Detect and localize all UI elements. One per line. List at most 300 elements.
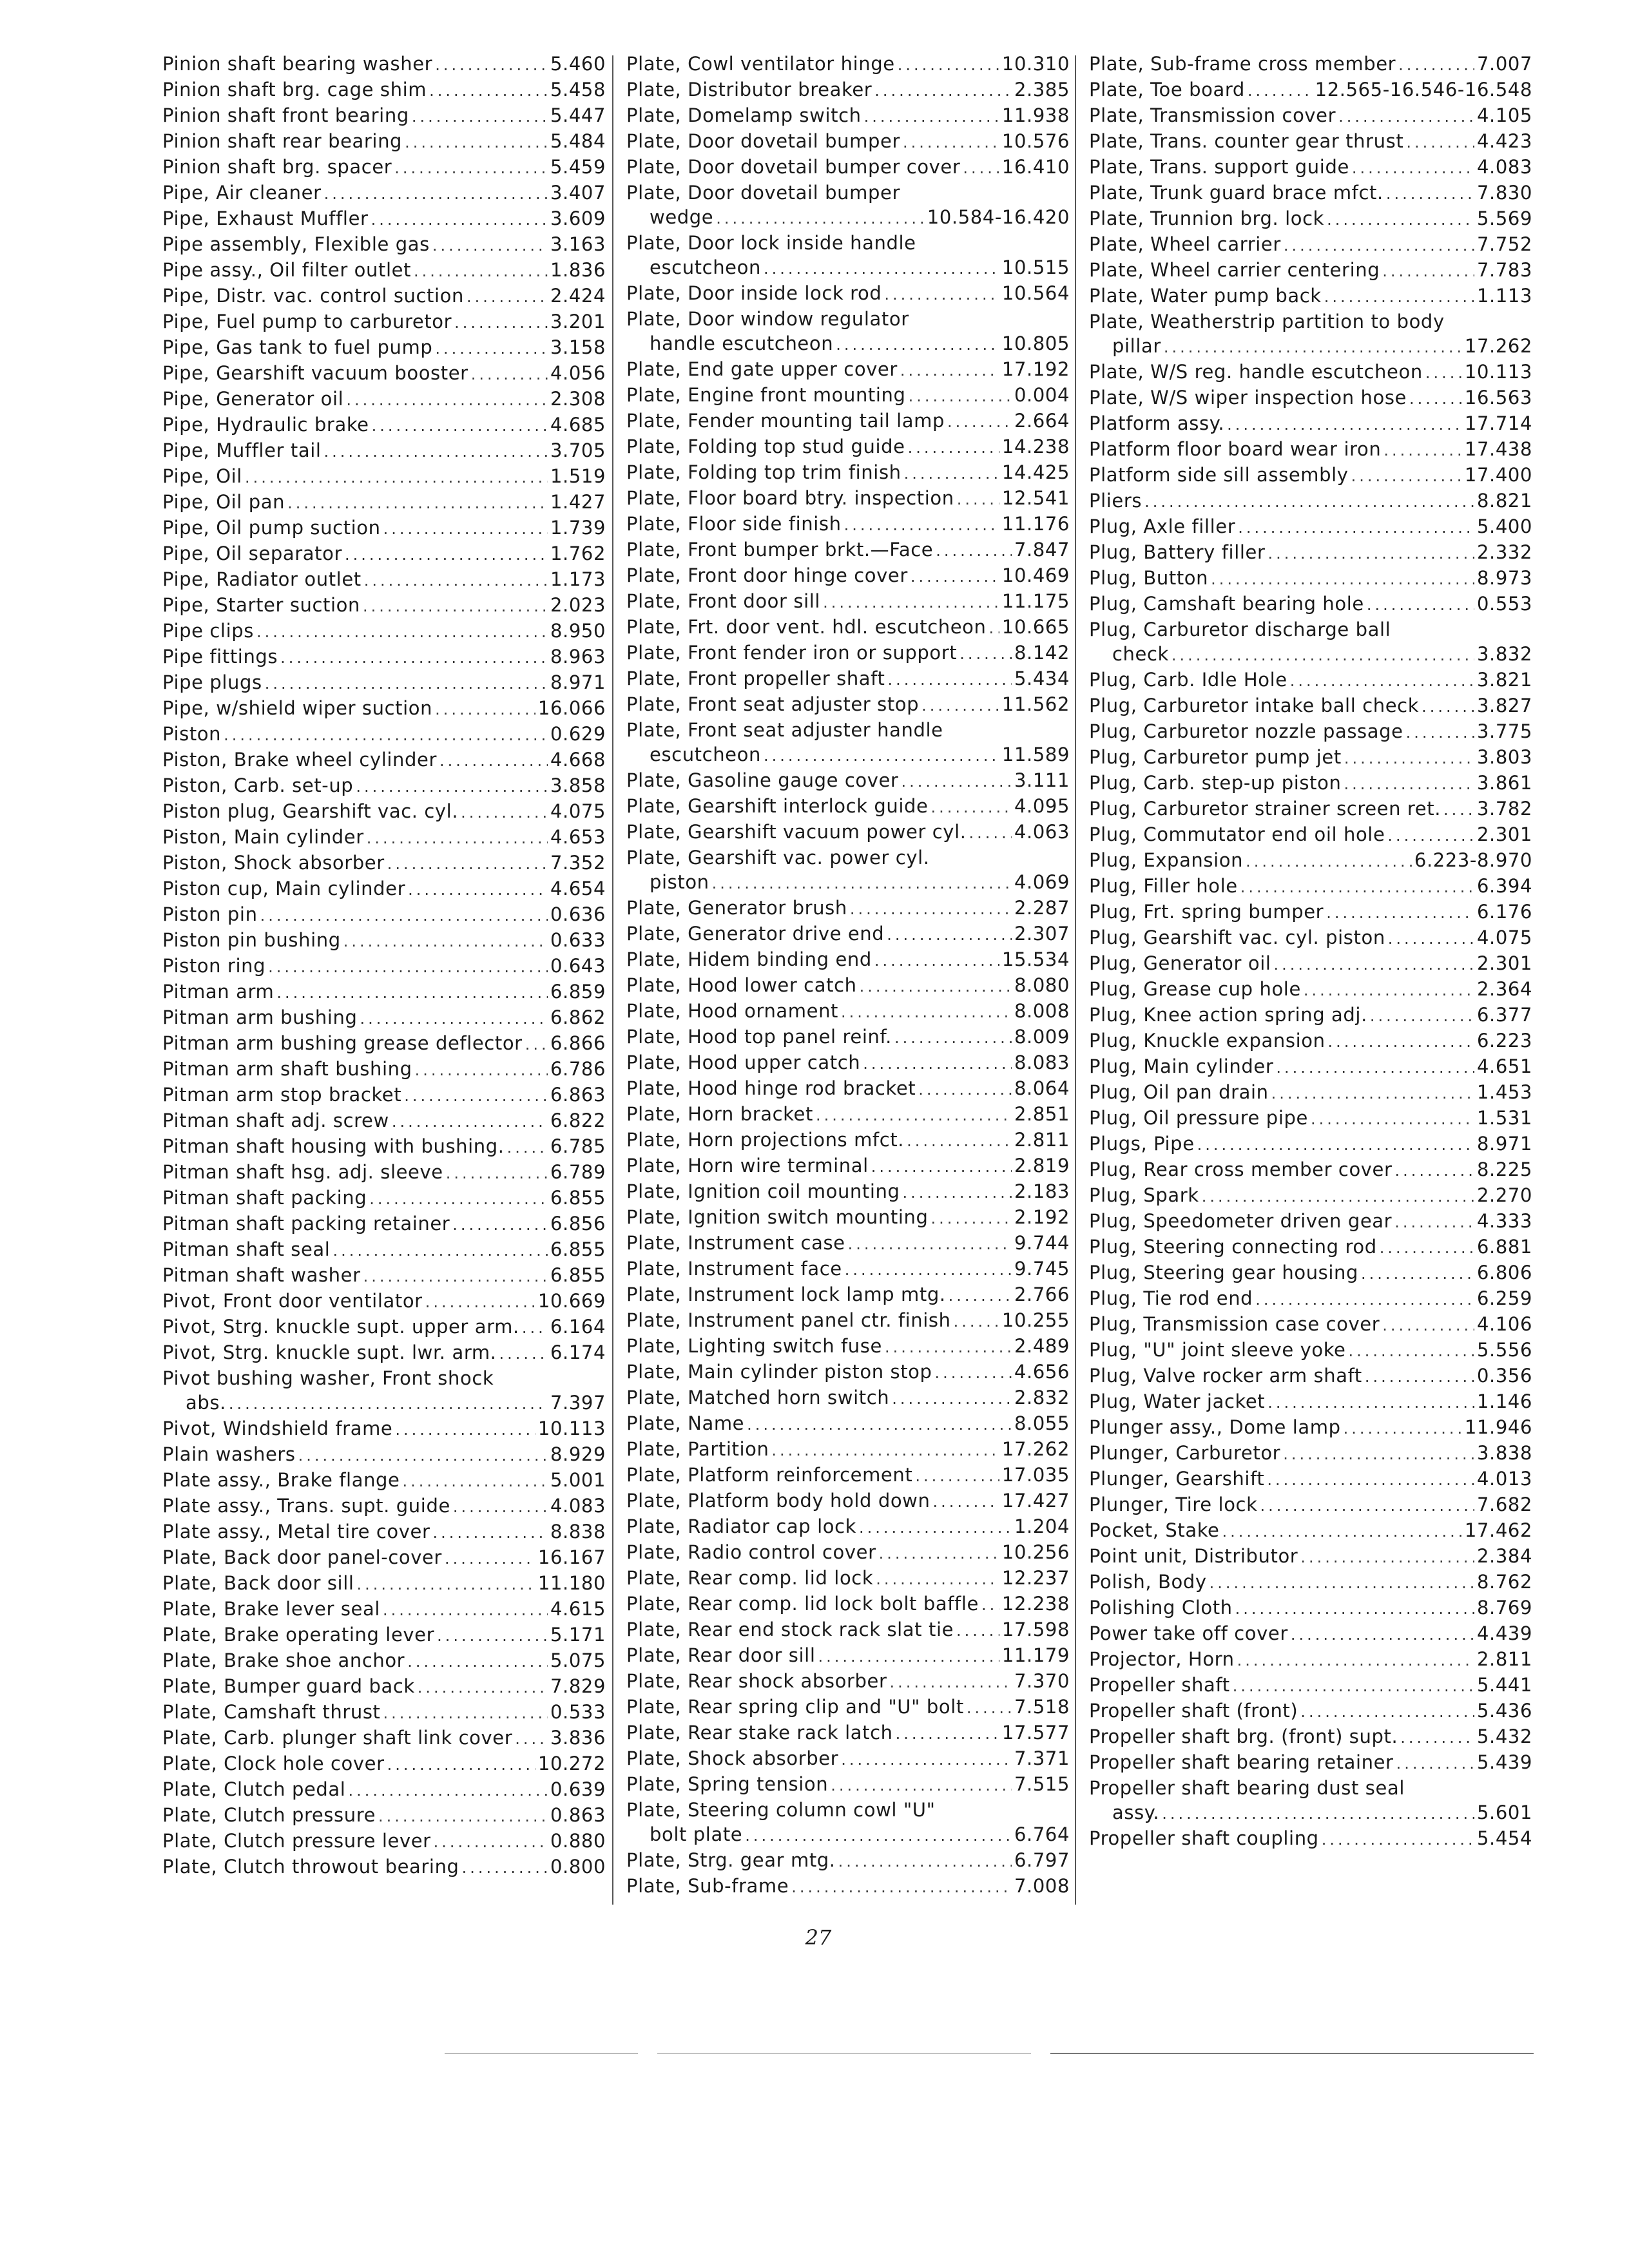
entry-number: 4.439 (1476, 1622, 1532, 1644)
dot-leader (415, 1058, 548, 1082)
entry-name: Piston plug, Gearshift vac. cyl. (162, 800, 459, 822)
entry-number: 8.064 (1014, 1077, 1070, 1099)
index-entry (162, 979, 606, 1005)
entry-number: 8.929 (550, 1443, 606, 1465)
entry-number: 6.789 (550, 1161, 606, 1183)
entry-name: Plate, Instrument panel ctr. finish (626, 1309, 951, 1331)
entry-number: 6.806 (1476, 1262, 1532, 1283)
index-entry (162, 954, 606, 979)
index-entry (1089, 1003, 1532, 1028)
index-entry (626, 255, 1070, 281)
dot-leader (1398, 53, 1474, 77)
entry-number: 6.377 (1476, 1004, 1532, 1026)
index-entry (626, 52, 1070, 77)
entry-number: 4.095 (1014, 795, 1070, 817)
index-entry (626, 1128, 1070, 1153)
dot-leader (1344, 772, 1474, 796)
entry-number: 12.541 (1001, 487, 1070, 509)
index-entry (626, 307, 1070, 331)
entry-name: Plate, Door inside lock rod (626, 282, 882, 304)
dot-leader (1388, 927, 1474, 951)
index-entry (626, 1617, 1070, 1643)
dot-leader (1400, 1725, 1474, 1750)
dot-leader (764, 744, 999, 768)
dot-leader (1324, 285, 1474, 309)
index-entry (162, 1494, 606, 1519)
index-entry (626, 947, 1070, 973)
dot-leader (1144, 490, 1474, 514)
index-entry (162, 309, 606, 335)
dot-leader (324, 439, 548, 464)
entry-number: 6.855 (550, 1264, 606, 1286)
entry-name: Piston cup, Main cylinder (162, 878, 406, 899)
entry-name: Plate, Radio control cover (626, 1541, 876, 1563)
dot-leader (1290, 669, 1474, 693)
entry-number: 2.183 (1014, 1180, 1070, 1202)
entry-name: Plug, Expansion (1089, 849, 1244, 871)
index-entry (162, 284, 606, 309)
index-entry (162, 1674, 606, 1700)
entry-number: 6.785 (550, 1135, 606, 1157)
entry-name: Propeller shaft (1089, 1674, 1230, 1696)
index-entry (162, 1237, 606, 1263)
index-entry (162, 1468, 606, 1494)
dot-leader (1406, 720, 1474, 745)
entry-number: 4.615 (550, 1598, 606, 1620)
dot-leader (387, 852, 548, 876)
index-entry (1089, 977, 1532, 1003)
entry-name: piston (650, 871, 709, 893)
entry-name: Plate, Door dovetail bumper (626, 182, 900, 204)
entry-number: 6.856 (550, 1213, 606, 1235)
index-entry (626, 1746, 1070, 1772)
entry-number: 10.576 (1001, 130, 1070, 152)
dot-leader (1260, 1494, 1474, 1518)
entry-name: Plate, Folding top trim finish (626, 461, 901, 483)
index-entry (1089, 591, 1532, 617)
dot-leader (981, 1593, 999, 1617)
entry-number: 10.584-16.420 (927, 206, 1070, 228)
index-entry (162, 1545, 606, 1571)
entry-number: 4.654 (550, 878, 606, 899)
dot-leader (1386, 182, 1474, 206)
entry-number: 2.270 (1476, 1184, 1532, 1206)
dot-leader (394, 156, 548, 180)
entry-number: 4.075 (550, 800, 606, 822)
index-entry (162, 773, 606, 799)
entry-name: Plate, Gearshift vacuum power cyl. (626, 821, 967, 843)
index-entry (626, 103, 1070, 129)
index-entry (162, 1160, 606, 1186)
dot-leader (954, 1309, 999, 1334)
index-entry (162, 1751, 606, 1777)
entry-name: Plug, Carburetor strainer screen ret. (1089, 798, 1441, 820)
entry-number: 17.714 (1464, 412, 1532, 434)
dot-leader (357, 1572, 535, 1597)
entry-number: 3.111 (1014, 769, 1070, 791)
entry-name: Propeller shaft bearing retainer (1089, 1751, 1394, 1773)
index-entry (1089, 1363, 1532, 1389)
entry-number: 16.563 (1464, 387, 1532, 408)
entry-number: 0.880 (550, 1830, 606, 1852)
entry-name: Pivot, Strg. knuckle supt. lwr. arm. (162, 1341, 497, 1363)
entry-number: 16.410 (1001, 156, 1070, 178)
index-entry (626, 870, 1070, 896)
dot-leader (333, 1238, 548, 1263)
index-entry (162, 1597, 606, 1622)
dot-leader (1246, 849, 1412, 874)
dot-leader (437, 1624, 548, 1648)
index-entry (1089, 514, 1532, 540)
entry-name: Power take off cover (1089, 1622, 1288, 1644)
entry-number: 16.167 (537, 1546, 606, 1568)
entry-number: 0.533 (550, 1701, 606, 1723)
entry-number: 11.562 (1001, 693, 1070, 715)
index-entry (1089, 566, 1532, 591)
entry-number: 6.866 (550, 1032, 606, 1054)
index-entry (162, 155, 606, 180)
entry-name: Plate, Gearshift interlock guide (626, 795, 929, 817)
dot-leader (1197, 1133, 1474, 1157)
entry-name: Plunger, Gearshift (1089, 1468, 1265, 1490)
entry-name: Pipe plugs (162, 671, 262, 693)
entry-name: Plate, Front door hinge cover (626, 564, 908, 586)
entry-name: Plate, Engine front mounting (626, 384, 906, 406)
entry-number: 5.171 (550, 1624, 606, 1646)
dot-leader (771, 1438, 999, 1463)
dot-leader (343, 929, 548, 954)
entry-number: 17.438 (1464, 438, 1532, 460)
entry-number: 1.531 (1476, 1107, 1532, 1129)
entry-name: Plug, Tie rod end (1089, 1287, 1253, 1309)
entry-name: Plug, Main cylinder (1089, 1055, 1274, 1077)
entry-number: 17.262 (1464, 335, 1532, 357)
entry-name: Plate, Lighting switch fuse (626, 1335, 882, 1357)
entry-name: Plate assy., Metal tire cover (162, 1521, 430, 1542)
index-entry (162, 1700, 606, 1725)
entry-name: Plate, Matched horn switch (626, 1387, 890, 1408)
entry-number: 0.553 (1476, 593, 1532, 615)
entry-name: Plate, Rear spring clip and "U" bolt (626, 1696, 964, 1718)
entry-name: Plate, Sub-frame cross member (1089, 53, 1396, 75)
entry-number: 4.423 (1476, 130, 1532, 152)
index-entry (626, 408, 1070, 434)
dot-leader (435, 336, 548, 361)
index-entry (162, 1082, 606, 1108)
entry-name: Pitman arm (162, 981, 275, 1003)
dot-leader (435, 697, 535, 722)
entry-number: 11.180 (537, 1572, 606, 1594)
entry-name: Pipe, Oil (162, 465, 242, 487)
entry-number: 0.643 (550, 955, 606, 977)
dot-leader (931, 1206, 1012, 1231)
dot-leader (280, 646, 548, 670)
entry-name: Plugs, Pipe (1089, 1133, 1195, 1155)
bottom-rule-segment (1050, 2053, 1534, 2054)
entry-number: 11.175 (1001, 590, 1070, 612)
index-entry (162, 541, 606, 567)
entry-number: 9.744 (1014, 1232, 1070, 1254)
entry-name: Plate, Front door sill (626, 590, 821, 612)
dot-leader (1380, 1236, 1474, 1260)
dot-leader (1396, 1751, 1474, 1776)
index-entry (162, 567, 606, 593)
entry-name: Plug, Oil pressure pipe (1089, 1107, 1308, 1129)
entry-name: Plate, Horn wire terminal (626, 1155, 869, 1177)
dot-leader (838, 1849, 1012, 1874)
entry-name: Plate, Trans. counter gear thrust (1089, 130, 1404, 152)
entry-name: Plug, Knuckle expansion (1089, 1030, 1325, 1052)
entry-number: 7.371 (1014, 1747, 1070, 1769)
entry-number: 10.469 (1001, 564, 1070, 586)
entry-name: Plate, Horn projections mfct. (626, 1129, 905, 1151)
index-entry (1089, 1673, 1532, 1698)
entry-number: 6.855 (550, 1187, 606, 1209)
index-entry (162, 1519, 606, 1545)
index-entry (162, 490, 606, 515)
index-entry (626, 896, 1070, 921)
index-entry (162, 258, 606, 284)
bottom-rule-segment (657, 2053, 1031, 2054)
entry-number: 8.973 (1476, 567, 1532, 589)
entry-name: Plate, Fender mounting tail lamp (626, 410, 945, 432)
index-entry (626, 921, 1070, 947)
dot-leader (245, 465, 548, 490)
entry-number: 2.664 (1014, 410, 1070, 432)
entry-number: 2.424 (550, 285, 606, 307)
entry-name: Plate, Brake operating lever (162, 1624, 435, 1646)
entry-name: Pivot bushing washer, Front shock (162, 1367, 494, 1389)
entry-number: 9.745 (1014, 1258, 1070, 1280)
dot-leader (911, 564, 999, 589)
dot-leader (1276, 1055, 1474, 1080)
index-entry (1089, 1260, 1532, 1286)
index-entry (162, 1777, 606, 1803)
entry-name: Pivot, Windshield frame (162, 1418, 393, 1439)
entry-number: 3.775 (1476, 720, 1532, 742)
dot-leader (360, 1006, 547, 1031)
entry-name: Plate, Hood upper catch (626, 1052, 861, 1073)
index-entry (1089, 437, 1532, 463)
index-entry (162, 1134, 606, 1160)
index-entry (1089, 719, 1532, 745)
dot-leader (453, 1495, 548, 1519)
entry-name: Plug, Steering connecting rod (1089, 1236, 1377, 1258)
index-entry (162, 1211, 606, 1237)
entry-name: Plate, Spring tension (626, 1773, 829, 1795)
dot-leader (429, 79, 548, 103)
index-entry (162, 206, 606, 232)
dot-leader (1387, 823, 1474, 848)
entry-name: Plate, Floor side finish (626, 513, 842, 535)
index-entry (1089, 1621, 1532, 1647)
entry-number: 3.827 (1476, 695, 1532, 716)
dot-leader (884, 282, 999, 307)
dot-leader (371, 207, 548, 232)
dot-leader (367, 826, 548, 850)
index-entry (162, 1390, 606, 1416)
entry-number: 1.519 (550, 465, 606, 487)
dot-leader (372, 414, 548, 438)
dot-leader (1422, 695, 1474, 719)
dot-leader (408, 878, 548, 902)
index-entry (626, 999, 1070, 1024)
index-entry (626, 640, 1070, 666)
entry-name: Pipe, Oil pump suction (162, 517, 381, 539)
entry-name: Plate, Horn bracket (626, 1103, 813, 1125)
entry-name: Polish, Body (1089, 1571, 1207, 1593)
index-entry (1089, 1595, 1532, 1621)
index-entry (162, 593, 606, 619)
dot-leader (1235, 1597, 1474, 1621)
dot-leader (764, 256, 999, 281)
dot-leader (1370, 1004, 1474, 1028)
entry-number: 2.301 (1476, 952, 1532, 974)
index-entry (1089, 1131, 1532, 1157)
entry-name: Pinion shaft rear bearing (162, 130, 403, 152)
entry-name: Plate, Door dovetail bumper cover (626, 156, 961, 178)
entry-number: 6.223 (1476, 1030, 1532, 1052)
index-entry (1089, 796, 1532, 822)
index-entry (162, 747, 606, 773)
entry-number: 6.394 (1476, 875, 1532, 897)
entry-number: 11.179 (1001, 1644, 1070, 1666)
entry-number: 5.436 (1476, 1700, 1532, 1722)
dot-leader (346, 388, 548, 412)
dot-leader (229, 1392, 548, 1416)
entry-name: Pitman shaft housing with bushing. (162, 1135, 505, 1157)
entry-name: Pitman arm bushing grease deflector (162, 1032, 523, 1054)
dot-leader (1382, 1313, 1474, 1338)
entry-name: Plate, Shock absorber (626, 1747, 839, 1769)
index-column-1 (162, 52, 606, 1880)
index-entry (1089, 1826, 1532, 1852)
entry-name: Plug, Carburetor intake ball check (1089, 695, 1420, 716)
entry-name: Pipe, Air cleaner (162, 182, 322, 204)
index-entry (626, 820, 1070, 845)
entry-name: Plate, Radiator cap lock (626, 1515, 857, 1537)
entry-number: 4.656 (1014, 1361, 1070, 1383)
index-entry (626, 1102, 1070, 1128)
entry-name: Pipe, Generator oil (162, 388, 344, 410)
index-entry (162, 180, 606, 206)
index-entry (162, 335, 606, 361)
index-entry (1089, 1080, 1532, 1106)
dot-leader (425, 1290, 535, 1314)
index-entry (626, 718, 1070, 742)
index-entry (626, 1720, 1070, 1746)
index-entry (626, 1256, 1070, 1282)
entry-number: 2.301 (1476, 823, 1532, 845)
entry-number: 10.113 (537, 1418, 606, 1439)
entry-name: Plate, Camshaft thrust (162, 1701, 381, 1723)
index-entry (162, 1366, 606, 1390)
dot-leader (879, 1541, 999, 1566)
entry-name: Plate, Distributor breaker (626, 79, 872, 101)
entry-number: 8.009 (1014, 1026, 1070, 1048)
entry-number: 0.356 (1476, 1365, 1532, 1387)
entry-name: Plate, Strg. gear mtg. (626, 1849, 836, 1871)
dot-leader (467, 285, 548, 309)
dot-leader (412, 104, 548, 129)
entry-number: 4.105 (1476, 104, 1532, 126)
entry-name: Plate, Hood top panel reinf. (626, 1026, 892, 1048)
entry-name: Pitman shaft washer (162, 1264, 361, 1286)
entry-name: Pinion shaft bearing washer (162, 53, 433, 75)
entry-name: Plate, Wheel carrier (1089, 233, 1281, 255)
index-entry (1089, 1492, 1532, 1518)
index-entry (626, 205, 1070, 231)
entry-number: 3.858 (550, 774, 606, 796)
index-entry (162, 1263, 606, 1289)
dot-leader (363, 1264, 548, 1289)
index-entry (626, 1024, 1070, 1050)
entry-name: Plate, Door lock inside handle (626, 232, 916, 254)
index-entry (626, 155, 1070, 180)
dot-leader (1274, 952, 1474, 977)
entry-number: 3.609 (550, 207, 606, 229)
entry-number: 4.685 (550, 414, 606, 436)
dot-leader (1300, 1545, 1474, 1570)
dot-leader (1227, 412, 1462, 437)
entry-number: 11.589 (1001, 744, 1070, 765)
entry-number: 6.259 (1476, 1287, 1532, 1309)
entry-name: Plunger, Carburetor (1089, 1442, 1281, 1464)
index-entry (162, 1416, 606, 1442)
entry-number: 10.665 (1001, 616, 1070, 638)
index-entry (626, 1437, 1070, 1463)
dot-leader (462, 1856, 548, 1880)
dot-leader (1164, 335, 1462, 360)
entry-number: 0.004 (1014, 384, 1070, 406)
index-entry (626, 794, 1070, 820)
dot-leader (471, 362, 548, 387)
entry-name: Piston pin (162, 903, 258, 925)
dot-leader (1383, 438, 1462, 463)
entry-name: Plug, Water jacket (1089, 1390, 1266, 1412)
index-entry (626, 1411, 1070, 1437)
entry-name: Pipe, Oil separator (162, 543, 343, 564)
dot-leader (1268, 541, 1474, 566)
dot-leader (395, 1418, 535, 1442)
index-entry (162, 77, 606, 103)
dot-leader (1222, 1519, 1462, 1544)
index-entry (1089, 848, 1532, 874)
dot-leader (909, 384, 1012, 408)
dot-leader (363, 594, 548, 619)
entry-number: 2.384 (1476, 1545, 1532, 1567)
dot-leader (823, 590, 999, 615)
index-entry (626, 1334, 1070, 1360)
dot-leader (1240, 875, 1474, 899)
index-entry (1089, 1518, 1532, 1544)
entry-name: Pivot, Front door ventilator (162, 1290, 423, 1312)
dot-leader (900, 358, 999, 383)
entry-number: 3.782 (1476, 798, 1532, 820)
entry-name: Pliers (1089, 490, 1142, 512)
entry-name: Plate, Bumper guard back (162, 1675, 415, 1697)
dot-leader (967, 1696, 1012, 1720)
index-entry (1089, 309, 1532, 334)
dot-leader (369, 1187, 548, 1211)
index-entry (162, 1031, 606, 1057)
entry-name: Plate assy., Brake flange (162, 1469, 400, 1491)
dot-leader (1255, 1287, 1474, 1312)
index-entry (626, 1798, 1070, 1822)
entry-name: Plate, Front bumper brkt.—Face (626, 539, 934, 561)
entry-name: Propeller shaft (front) (1089, 1700, 1298, 1722)
entry-name: Pinion shaft brg. spacer (162, 156, 392, 178)
